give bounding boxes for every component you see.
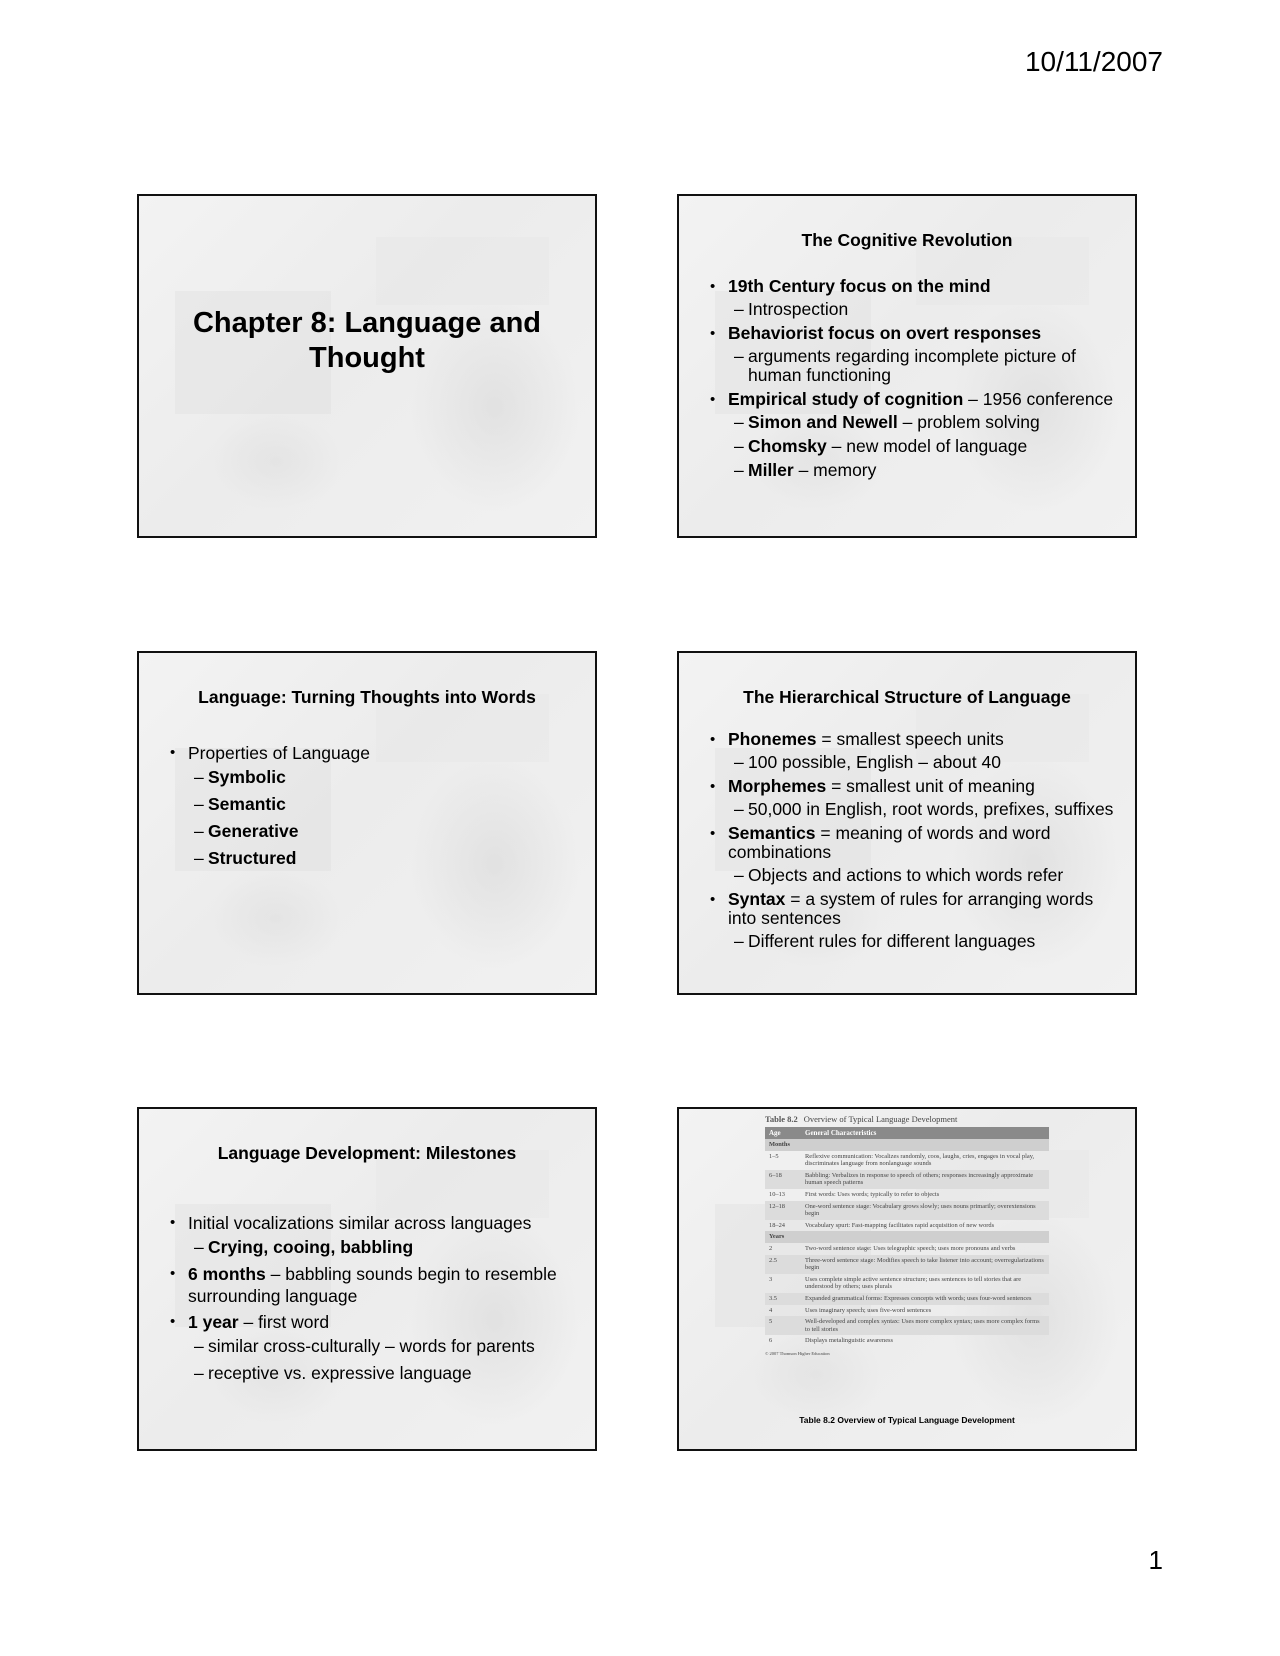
sub-list-item: – Semantic	[188, 793, 575, 815]
bullet-list	[699, 277, 1115, 480]
table-section-years: Years	[765, 1231, 1049, 1243]
sub-list-item: – Miller – memory	[728, 461, 1115, 480]
table-row: 2.5 Three-word sentence stage: Modifies speech to take listener into account; overregularizations begin	[765, 1255, 1049, 1274]
slide-3	[137, 651, 597, 995]
slide-title: Language Development: Milestones	[217, 1143, 517, 1163]
table-row: 5 Well-developed and complex syntax: Uses more complex syntax; uses more complex forms to tell stories	[765, 1316, 1049, 1335]
slide-title: The Hierarchical Structure of Language	[743, 687, 1071, 707]
print-date: 10/11/2007	[1024, 46, 1163, 77]
table-row: 3 Uses complete simple active sentence structure; uses sentences to tell stories that are understood by others; uses plurals	[769, 1275, 1022, 1291]
table-row: 12–18 One-word sentence stage: Vocabulary grows slowly; uses nouns primarily; overextensions begin	[765, 1201, 1049, 1220]
slide-6	[677, 1107, 1137, 1451]
slide-5	[137, 1107, 597, 1451]
list-item	[699, 277, 1115, 319]
table-row: 10–13 First words: Uses words; typically to refer to objects	[769, 1190, 940, 1198]
table-row: 2 Two-word sentence stage: Uses telegraphic speech; uses more pronouns and verbs	[769, 1244, 1016, 1252]
slide-2	[677, 194, 1137, 538]
bullet-bold-text: 19th Century focus on the mind	[728, 276, 991, 296]
table-header-characteristics: General Characteristics	[801, 1127, 1049, 1139]
sub-list-item: – similar cross-culturally – words for parents	[188, 1335, 575, 1357]
list-item: • Morphemes = smallest unit of meaning – 50,000 in English, root words, prefixes, suffixes	[699, 777, 1115, 819]
chapter-title	[139, 306, 595, 376]
list-item: • Syntax = a system of rules for arranging words into sentences – Different rules for different languages	[699, 890, 1115, 951]
table-row: 18–24 Vocabulary spurt: Fast-mapping facilitates rapid acquisition of new words	[769, 1221, 995, 1229]
slide-title: Language: Turning Thoughts into Words	[198, 687, 536, 707]
sub-list-item: – receptive vs. expressive language	[188, 1362, 575, 1384]
list-item	[159, 742, 575, 869]
list-item: • 1 year – first word – similar cross-culturally – words for parents – receptive vs. expressive language	[159, 1311, 575, 1384]
language-development-table	[765, 1114, 1049, 1356]
chapter-title-line-2: Thought	[309, 342, 425, 374]
bullet-bold-text: Empirical study of cognition	[728, 389, 964, 409]
table-caption: Table 8.2 Overview of Typical Language Development	[765, 1114, 958, 1124]
list-item	[699, 390, 1115, 480]
bullet-text: Properties of Language	[188, 743, 370, 763]
sub-list-item: – arguments regarding incomplete picture of human functioning	[728, 347, 1115, 385]
table-row: 1–5 Reflexive communication: Vocalizes randomly, coos, laughs, cries, engages in vocal play, discriminates language from nonlanguage sounds	[769, 1152, 1035, 1168]
bullet-list	[159, 742, 575, 869]
sub-list-item: – Chomsky – new model of language	[728, 437, 1115, 456]
chapter-title-line-1: Chapter 8: Language and	[192, 307, 542, 339]
list-item: • Initial vocalizations similar across languages – Crying, cooing, babbling	[159, 1212, 575, 1258]
slide-4	[677, 651, 1137, 995]
sub-list-item: – Simon and Newell – problem solving	[728, 413, 1115, 432]
slide-title: The Cognitive Revolution	[801, 230, 1013, 250]
page-number: 1	[1148, 1545, 1163, 1575]
sub-list-item: – Different rules for different languages	[728, 932, 1115, 951]
table-row: 4 Uses imaginary speech; uses five-word sentences	[769, 1306, 932, 1314]
table-header-age: Age	[765, 1127, 801, 1139]
list-item: • Phonemes = smallest speech units – 100 possible, English – about 40	[699, 730, 1115, 772]
bullet-text: – 1956 conference	[963, 389, 1114, 409]
table-section-months: Months	[765, 1139, 1049, 1151]
sub-list-item: – 50,000 in English, root words, prefixes, suffixes	[728, 800, 1115, 819]
sub-list-item: – Introspection	[728, 300, 1115, 319]
bullet-list	[159, 1212, 575, 1384]
list-item: • 6 months – babbling sounds begin to resemble surrounding language	[159, 1263, 575, 1307]
list-item	[699, 324, 1115, 385]
sub-list-item: – Objects and actions to which words refer	[728, 866, 1115, 885]
sub-list-item: – Generative	[188, 820, 575, 842]
sub-list-item: – Symbolic	[188, 766, 575, 788]
table-row: 3.5 Expanded grammatical forms: Expresses concepts with words; uses four-word sentences	[765, 1293, 1049, 1305]
sub-list-item: – Structured	[188, 847, 575, 869]
table-row: 6 Displays metalinguistic awareness	[769, 1337, 894, 1345]
list-item: • Semantics = meaning of words and word combinations – Objects and actions to which words refer	[699, 824, 1115, 885]
bullet-list	[699, 730, 1115, 951]
sub-list-item: – Crying, cooing, babbling	[188, 1236, 575, 1258]
table-row: 6–18 Babbling: Verbalizes in response to speech of others; responses increasingly approximate human speech patterns	[765, 1170, 1049, 1189]
sub-list-item: – 100 possible, English – about 40	[728, 753, 1115, 772]
slide-1	[137, 194, 597, 538]
copyright-credit: © 2007 Thomson Higher Education	[765, 1350, 830, 1356]
bullet-bold-text: Behaviorist focus on overt responses	[728, 323, 1042, 343]
figure-caption: Table 8.2 Overview of Typical Language Development	[799, 1415, 1015, 1425]
